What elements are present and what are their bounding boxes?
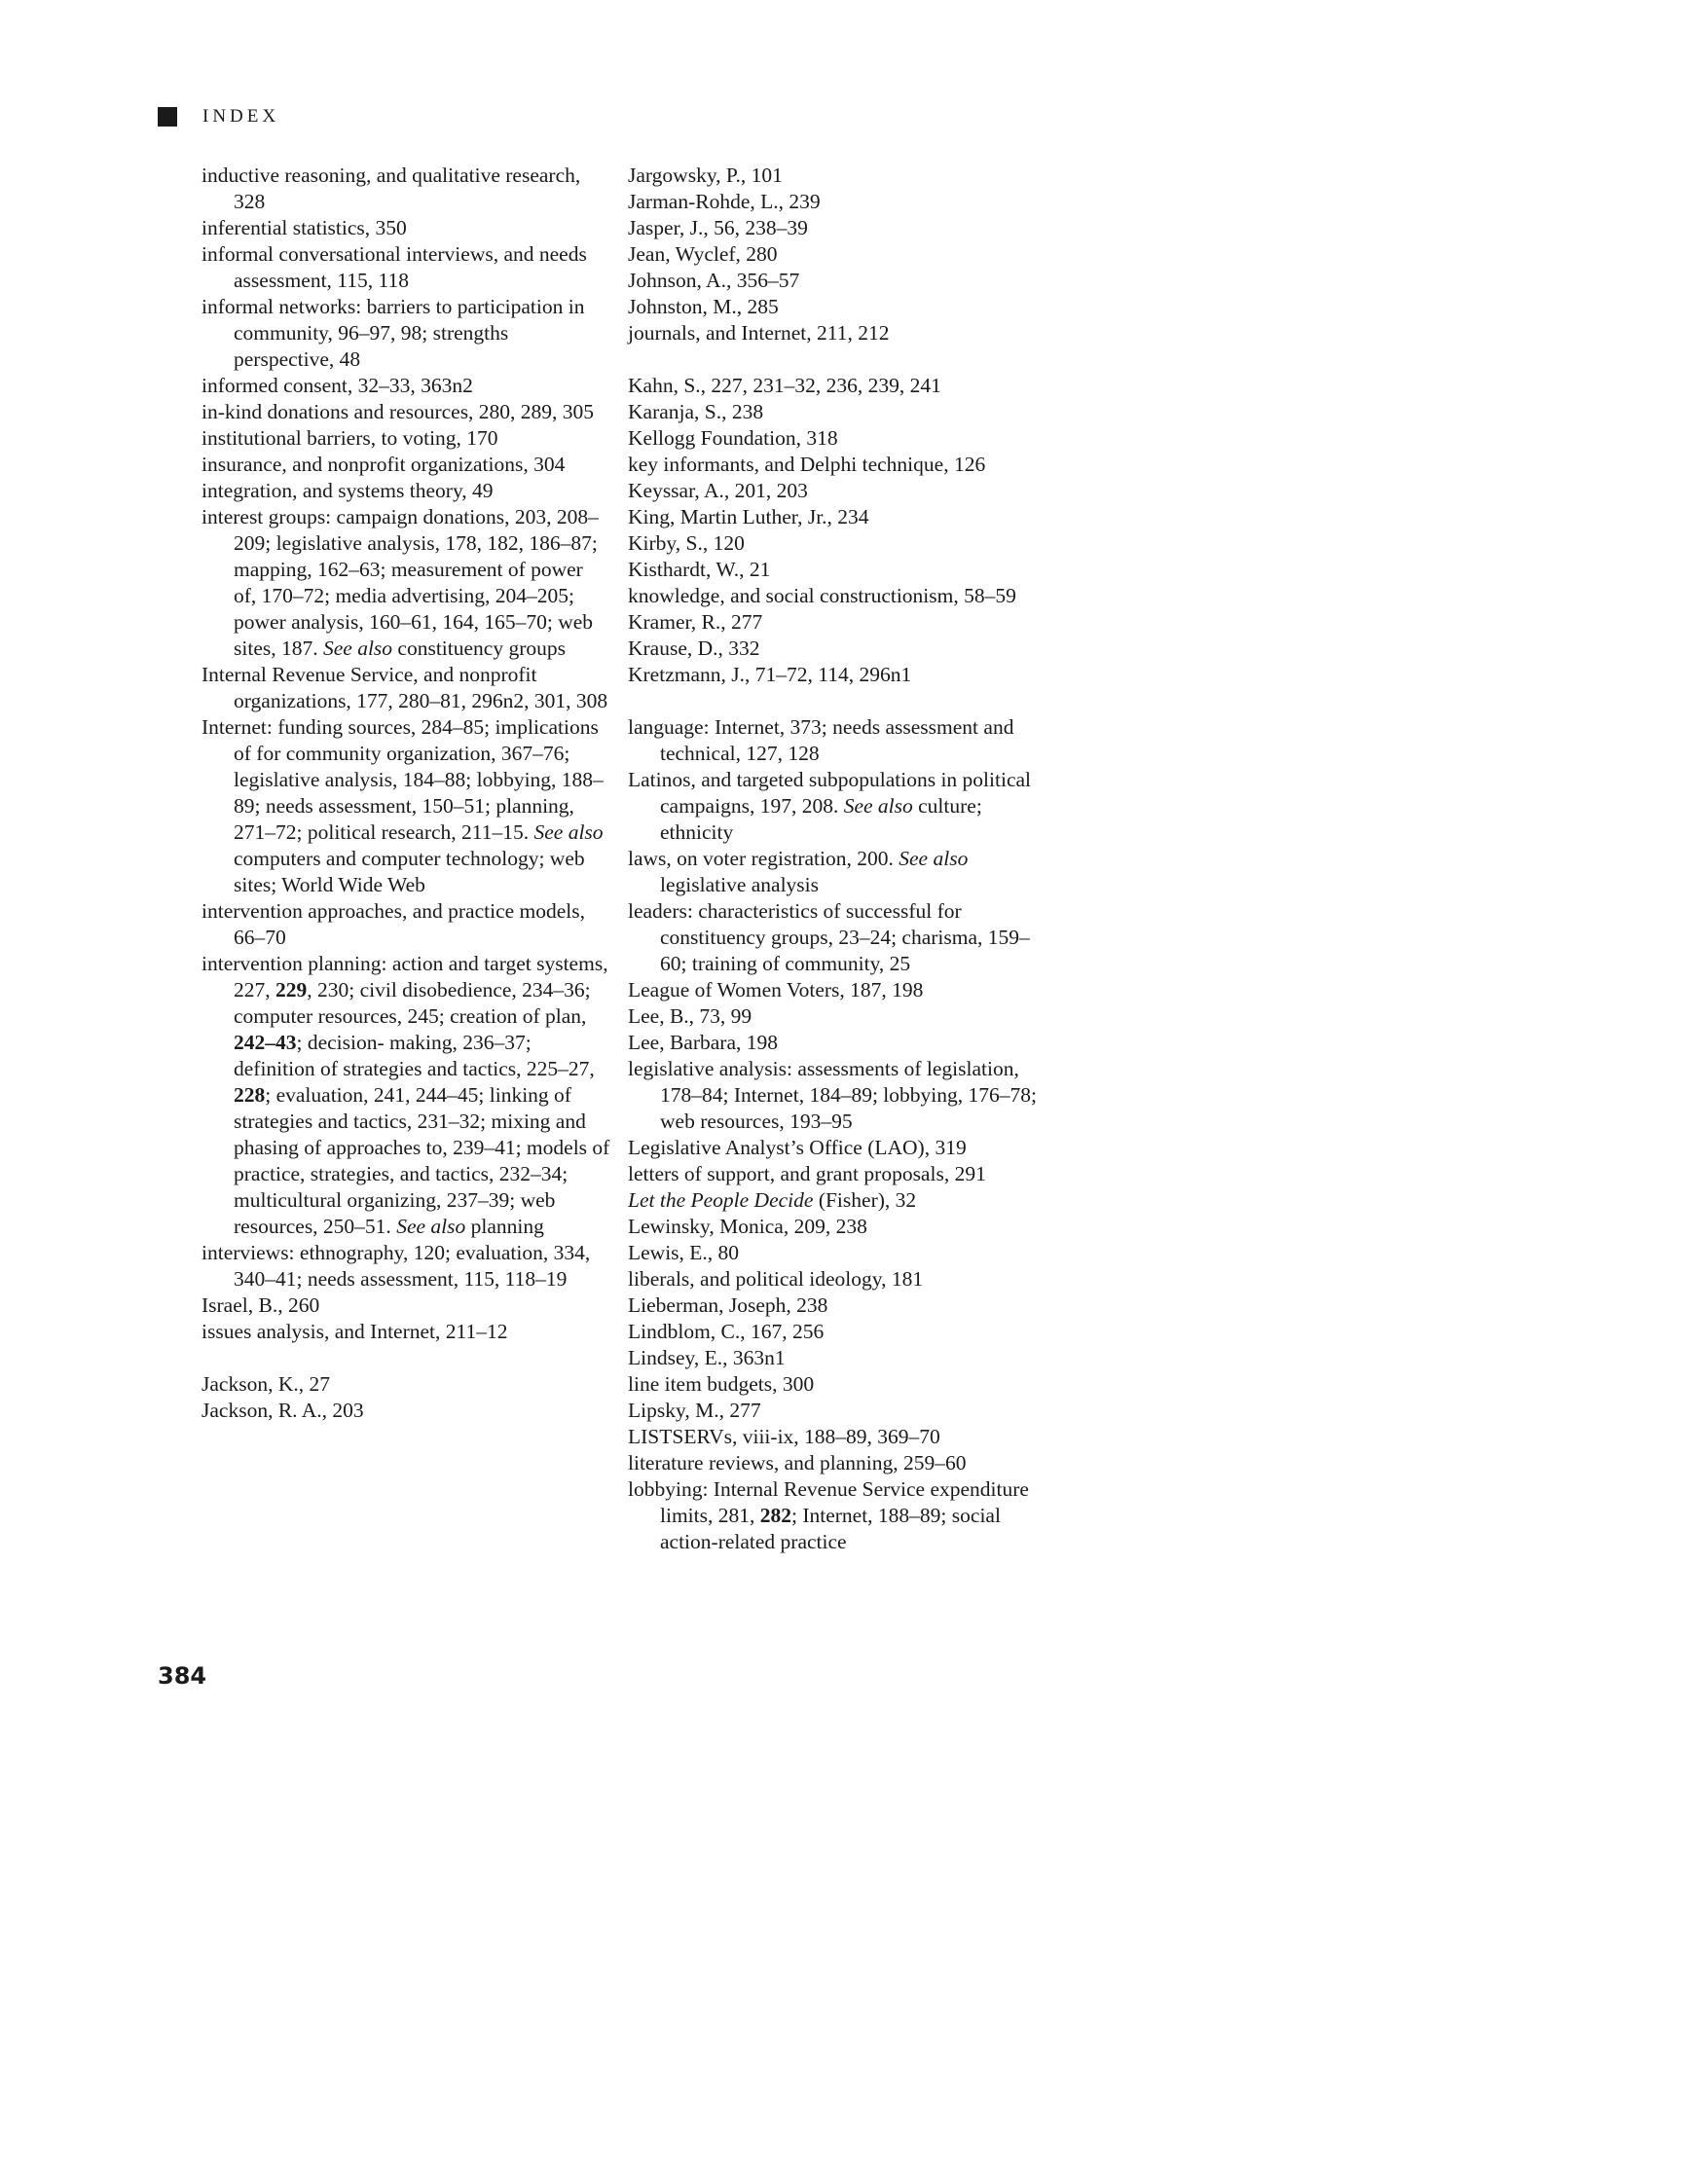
index-entry: [628, 1319, 1056, 1345]
index-entry-text: Jean, Wyclef, 280: [628, 242, 778, 266]
index-entry: [628, 1056, 1056, 1135]
index-entry: [628, 1003, 1056, 1030]
index-entry-text: Jargowsky, P., 101: [628, 164, 783, 187]
index-entry-text: Let the People Decide: [628, 1188, 814, 1212]
index-entry: [628, 241, 1056, 268]
index-entry: [628, 767, 1056, 846]
index-entry-text: ; evaluation, 241, 244–45; linking of strategies and tactics, 231–32; mixing and phasing of approaches to, 239–41; models of practice, strategies, and tactics, 232–34; multicultural organizing, 237–39; web resources, 250–51.: [234, 1083, 610, 1238]
index-entry: [628, 1266, 1056, 1292]
index-entry: [628, 1187, 1056, 1214]
index-entry: [628, 294, 1056, 320]
index-entry: [628, 714, 1056, 767]
index-entry: [202, 714, 610, 898]
index-entry-text: liberals, and political ideology, 181: [628, 1267, 924, 1291]
index-entry-text: language: Internet, 373; needs assessment and technical, 127, 128: [628, 715, 1014, 765]
index-entry: [628, 1240, 1056, 1266]
index-entry-text: culture; ethnicity: [660, 794, 982, 844]
index-entry-text: interest groups: campaign donations, 203, 208–209; legislative analysis, 178, 182, 186–87; mapping, 162–63; measurement of power of, 170–72; media advertising, 204–205; power analysis, 160–61, 164, 165–70; web sites, 187.: [202, 505, 599, 660]
index-entry: [628, 977, 1056, 1003]
index-entry-text: Kahn, S., 227, 231–32, 236, 239, 241: [628, 374, 941, 397]
index-entry: [628, 399, 1056, 425]
index-entry: [202, 215, 610, 241]
index-entry-text: constituency groups: [392, 637, 566, 660]
index-entry: [628, 215, 1056, 241]
index-entry-text: inferential statistics, 350: [202, 216, 407, 239]
index-entry-text: Lee, Barbara, 198: [628, 1031, 779, 1054]
index-entry-text: legislative analysis: assessments of legislation, 178–84; Internet, 184–89; lobbying, 176–78; web resources, 193–95: [628, 1057, 1037, 1133]
index-entry: [628, 1450, 1056, 1476]
index-entry-text: LISTSERVs, viii-ix, 188–89, 369–70: [628, 1425, 940, 1448]
index-entry-text: Jackson, K., 27: [202, 1372, 330, 1396]
index-entry-text: Lewinsky, Monica, 209, 238: [628, 1215, 867, 1238]
index-entry: [202, 898, 610, 951]
index-entry-text: Krause, D., 332: [628, 637, 760, 660]
index-entry: [202, 241, 610, 294]
index-entry: [202, 452, 610, 478]
index-entry-text: key informants, and Delphi technique, 126: [628, 453, 986, 476]
index-entry-text: Lee, B., 73, 99: [628, 1004, 752, 1028]
index-entry: [628, 452, 1056, 478]
index-entry-text: Lieberman, Joseph, 238: [628, 1293, 828, 1317]
index-entry-text: Israel, B., 260: [202, 1293, 320, 1317]
index-entry-text: informed consent, 32–33, 363n2: [202, 374, 473, 397]
index-entry: [628, 1214, 1056, 1240]
index-entry: [202, 1371, 610, 1398]
index-column-left: [202, 163, 610, 1424]
index-entry: [628, 1161, 1056, 1187]
index-entry: [628, 320, 1056, 346]
index-entry-text: lobbying: Internal Revenue Service expenditure limits, 281,: [628, 1477, 1029, 1527]
index-entry: [628, 163, 1056, 189]
index-entry-text: See also: [899, 847, 969, 870]
letter-group-gap: [628, 688, 1056, 714]
index-entry: [202, 1319, 610, 1345]
index-entry-text: Legislative Analyst’s Office (LAO), 319: [628, 1136, 967, 1159]
index-entry-text: 282: [759, 1504, 791, 1527]
index-entry-text: interviews: ethnography, 120; evaluation, 334, 340–41; needs assessment, 115, 118–19: [202, 1241, 591, 1291]
index-entry-text: institutional barriers, to voting, 170: [202, 426, 498, 450]
index-entry: [628, 478, 1056, 504]
index-entry: [202, 951, 610, 1240]
index-entry-text: Internet: funding sources, 284–85; implications of for community organization, 367–76; legislative analysis, 184–88; lobbying, 188–89; needs assessment, 150–51; planning, 271–72; political research, 211–15.: [202, 715, 604, 844]
index-entry: [628, 898, 1056, 977]
index-entry: [628, 557, 1056, 583]
index-entry-text: See also: [322, 637, 393, 660]
index-entry-text: See also: [843, 794, 913, 818]
index-entry-text: literature reviews, and planning, 259–60: [628, 1451, 967, 1474]
index-entry-text: , 230; civil disobedience, 234–36; computer resources, 245; creation of plan,: [234, 978, 591, 1028]
index-entry: [628, 1292, 1056, 1319]
index-entry: [628, 1135, 1056, 1161]
index-entry-text: ; decision- making, 236–37; definition of strategies and tactics, 225–27,: [234, 1031, 595, 1080]
index-entry: [628, 636, 1056, 662]
index-entry: [628, 504, 1056, 530]
index-entry: [202, 478, 610, 504]
index-entry-text: Lindblom, C., 167, 256: [628, 1320, 825, 1343]
index-entry-text: knowledge, and social constructionism, 58–59: [628, 584, 1016, 607]
index-entry-text: Jackson, R. A., 203: [202, 1399, 364, 1422]
index-entry-text: issues analysis, and Internet, 211–12: [202, 1320, 508, 1343]
index-entry-text: Johnson, A., 356–57: [628, 269, 800, 292]
index-entry-text: Lewis, E., 80: [628, 1241, 740, 1264]
index-entry-text: 228: [234, 1083, 266, 1107]
index-entry-text: insurance, and nonprofit organizations, 304: [202, 453, 566, 476]
index-entry-text: ; Internet, 188–89; social action-related practice: [660, 1504, 1001, 1553]
index-entry-text: journals, and Internet, 211, 212: [628, 321, 890, 345]
index-entry: [628, 530, 1056, 557]
index-entry: [628, 846, 1056, 898]
index-entry-text: Karanja, S., 238: [628, 400, 764, 423]
index-entry: [628, 373, 1056, 399]
index-column-right: [628, 163, 1056, 1555]
index-entry-text: Latinos, and targeted subpopulations in political campaigns, 197, 208.: [628, 768, 1032, 818]
index-entry-text: in-kind donations and resources, 280, 289, 305: [202, 400, 595, 423]
index-entry-text: inductive reasoning, and qualitative research, 328: [202, 164, 581, 213]
running-header: INDEX: [202, 106, 280, 127]
index-entry-text: Keyssar, A., 201, 203: [628, 479, 808, 502]
index-entry-text: Lindsey, E., 363n1: [628, 1346, 786, 1369]
index-entry-text: letters of support, and grant proposals, 291: [628, 1162, 986, 1185]
index-entry-text: Kellogg Foundation, 318: [628, 426, 838, 450]
index-entry: [628, 1398, 1056, 1424]
index-entry-text: See also: [396, 1215, 466, 1238]
index-entry-text: Johnston, M., 285: [628, 295, 779, 318]
index-entry-text: Kretzmann, J., 71–72, 114, 296n1: [628, 663, 912, 686]
index-entry-text: planning: [465, 1215, 544, 1238]
index-entry-text: Jasper, J., 56, 238–39: [628, 216, 808, 239]
index-entry-text: legislative analysis: [660, 873, 820, 896]
index-entry-text: See also: [533, 820, 604, 844]
index-entry-text: Jarman-Rohde, L., 239: [628, 190, 821, 213]
index-entry-text: line item budgets, 300: [628, 1372, 815, 1396]
index-entry: [628, 1424, 1056, 1450]
index-entry-text: informal networks: barriers to participation in community, 96–97, 98; strengths perspective, 48: [202, 295, 585, 371]
index-entry-text: Lipsky, M., 277: [628, 1399, 761, 1422]
index-entry-text: intervention planning: action and target systems, 227,: [202, 952, 608, 1001]
index-entry-text: Internal Revenue Service, and nonprofit organizations, 177, 280–81, 296n2, 301, 308: [202, 663, 608, 712]
index-entry: [628, 1030, 1056, 1056]
index-entry: [202, 163, 610, 215]
index-entry: [202, 373, 610, 399]
index-entry-text: computers and computer technology; web sites; World Wide Web: [234, 847, 585, 896]
index-entry-text: integration, and systems theory, 49: [202, 479, 494, 502]
index-entry: [628, 1476, 1056, 1555]
index-entry-text: Kirby, S., 120: [628, 531, 745, 555]
index-entry: [202, 1240, 610, 1292]
index-entry: [202, 1398, 610, 1424]
letter-group-gap: [202, 1345, 610, 1371]
index-entry: [628, 189, 1056, 215]
index-entry: [628, 425, 1056, 452]
index-entry-text: Kramer, R., 277: [628, 610, 763, 634]
index-entry-text: informal conversational interviews, and needs assessment, 115, 118: [202, 242, 587, 292]
page-number: 384: [158, 1662, 207, 1690]
index-entry-text: 229: [275, 978, 308, 1001]
index-entry: [202, 294, 610, 373]
index-entry: [202, 504, 610, 662]
index-entry: [628, 662, 1056, 688]
index-entry: [202, 425, 610, 452]
index-entry-text: (Fisher), 32: [813, 1188, 917, 1212]
index-entry-text: King, Martin Luther, Jr., 234: [628, 505, 869, 528]
index-entry: [628, 1371, 1056, 1398]
index-entry: [202, 662, 610, 714]
index-entry-text: League of Women Voters, 187, 198: [628, 978, 924, 1001]
index-entry: [202, 1292, 610, 1319]
index-entry: [628, 268, 1056, 294]
index-entry: [628, 609, 1056, 636]
index-entry-text: 242–43: [234, 1031, 297, 1054]
index-entry-text: Kisthardt, W., 21: [628, 558, 771, 581]
index-entry-text: leaders: characteristics of successful for constituency groups, 23–24; charisma, 159–60; training of community, 25: [628, 899, 1030, 975]
index-entry-text: intervention approaches, and practice models, 66–70: [202, 899, 586, 949]
index-entry-text: laws, on voter registration, 200.: [628, 847, 899, 870]
index-entry: [628, 583, 1056, 609]
letter-group-gap: [628, 346, 1056, 373]
index-entry: [628, 1345, 1056, 1371]
header-square-icon: [158, 107, 177, 127]
index-entry: [202, 399, 610, 425]
